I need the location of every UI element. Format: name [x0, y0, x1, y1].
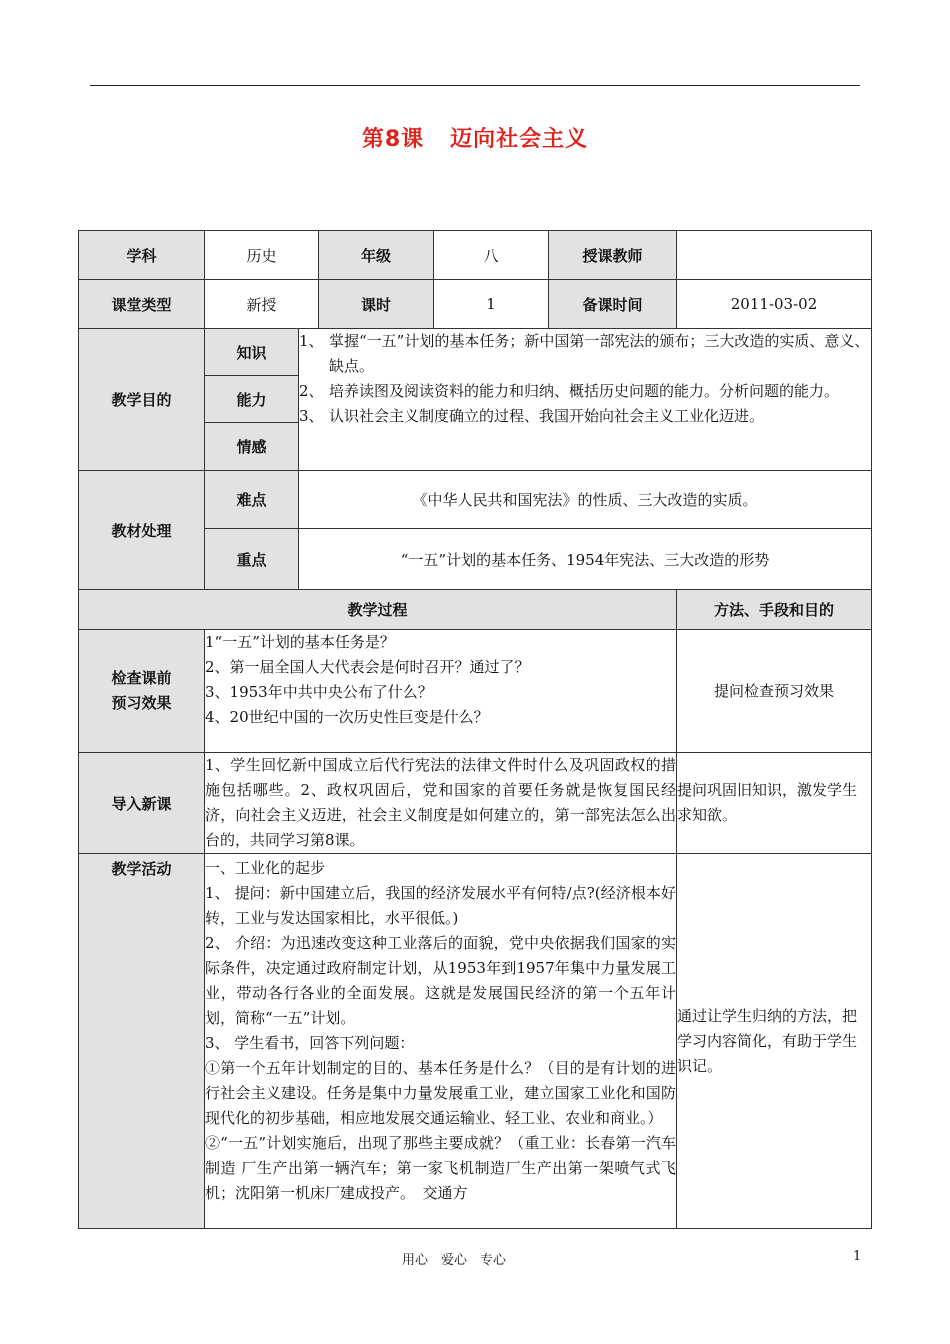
intro-label: 导入新课 — [79, 753, 205, 854]
grade-value: 八 — [434, 231, 549, 280]
activity-row — [79, 854, 872, 1229]
preview-question: 3、1953年中共中央公布了什么？ — [205, 683, 433, 701]
preview-question: 1“一五”计划的基本任务是？ — [205, 633, 395, 651]
objectives-content — [299, 329, 872, 471]
key-point-label: 重点 — [205, 529, 299, 590]
objective-knowledge-label: 知识 — [205, 329, 299, 376]
lesson-number: 第8课 — [361, 127, 425, 152]
activity-paragraph: 1、 提问：新中国建立后，我国的经济发展水平有何特/点?(经济根本好转，工业与发达国家相比，水平很低。) — [205, 884, 677, 927]
activity-method: 通过让学生归纳的方法，把学习内容简化，有助于学生识记。 — [677, 854, 872, 1229]
objective-emotion-label: 情感 — [205, 423, 299, 471]
difficult-point-text: 《中华人民共和国宪法》的性质、三大改造的实质。 — [299, 471, 872, 529]
activity-paragraph: 3、 学生看书，回答下列问题： — [205, 1034, 415, 1052]
activity-paragraph: ①第一个五年计划制定的目的、基本任务是什么？（目的是有计划的进行社会主义建设。任务是集中力量发展重工业，建立国家工业化和国防现代化的初步基础，相应地发展交通运输业、轻工业、农业和商业。） — [205, 1059, 677, 1127]
activity-content — [205, 854, 677, 1229]
header-rule — [90, 85, 860, 86]
footer-motto: 用心 爱心 专心 — [402, 1253, 507, 1268]
lesson-title — [0, 122, 950, 153]
activity-paragraph: ②“一五”计划实施后，出现了那些主要成就？（重工业：长春第一汽车制造 厂生产出第一辆汽车；第一家飞机制造厂生产出第一架喷气式飞机；沈阳第一机床厂建成投产。 交通方 — [205, 1134, 677, 1202]
objectives-label: 教学目的 — [79, 329, 205, 471]
activity-paragraph: 2、 介绍：为迅速改变这种工业落后的面貌，党中央依据我们国家的实际条件，决定通过政府制定计划，从1953年到1957年集中力量发展工业，带动各行各业的全面发展。这就是发展国民经济的第一个五年计划，简称“一五”计划。 — [205, 934, 677, 1027]
hours-value: 1 — [434, 280, 549, 329]
lesson-name: 迈向社会主义 — [450, 127, 589, 152]
preview-check-label: 检查课前 预习效果 — [79, 630, 205, 753]
class-type-value: 新授 — [205, 280, 319, 329]
preview-question: 2、第一届全国人大代表会是何时召开？通过了？ — [205, 658, 530, 676]
teacher-value — [677, 231, 872, 280]
key-point-text: “一五”计划的基本任务、1954年宪法、三大改造的形势 — [299, 529, 872, 590]
subject-label: 学科 — [79, 231, 205, 280]
activity-label: 教学活动 — [79, 854, 205, 1229]
prep-time-label: 备课时间 — [549, 280, 677, 329]
objective-ability-label: 能力 — [205, 376, 299, 423]
intro-row — [79, 753, 872, 854]
intro-method: 提问巩固旧知识，激发学生求知欲。 — [677, 753, 872, 854]
preview-row — [79, 630, 872, 753]
info-row-2 — [79, 280, 872, 329]
objective-item: 3、 认识社会主义制度确立的过程、我国开始向社会主义工业化迈进。 — [299, 407, 765, 425]
preview-questions — [205, 630, 677, 753]
info-row-1 — [79, 231, 872, 280]
process-header-row — [79, 590, 872, 630]
materials-row-1 — [79, 471, 872, 529]
activity-paragraph: 一、工业化的起步 — [205, 859, 326, 877]
grade-label: 年级 — [319, 231, 434, 280]
class-type-label: 课堂类型 — [79, 280, 205, 329]
objective-item: 2、 培养读图及阅读资料的能力和归纳、概括历史问题的能力。分析问题的能力。 — [299, 382, 840, 400]
hours-label: 课时 — [319, 280, 434, 329]
teacher-label: 授课教师 — [549, 231, 677, 280]
lesson-plan-table — [78, 230, 872, 1229]
subject-value: 历史 — [205, 231, 319, 280]
preview-question: 4、20世纪中国的一次历史性巨变是什么？ — [205, 708, 489, 726]
method-header: 方法、手段和目的 — [677, 590, 872, 630]
page-number: 1 — [853, 1249, 862, 1264]
preview-method: 提问检查预习效果 — [677, 630, 872, 753]
intro-text: 1、学生回忆新中国成立后代行宪法的法律文件时什么及巩固政权的措施包括哪些。2、政权巩固后，党和国家的首要任务就是恢复国民经济，向社会主义迈进，社会主义制度是如何建立的，第一部宪法怎么出台的，共同学习第8课。 — [205, 753, 677, 854]
prep-time-value: 2011-03-02 — [677, 280, 872, 329]
objective-item: 1、 掌握“一五”计划的基本任务；新中国第一部宪法的颁布；三大改造的实质、意义、缺点。 — [299, 332, 870, 375]
difficult-point-label: 难点 — [205, 471, 299, 529]
objectives-row-1 — [79, 329, 872, 376]
teaching-process-header: 教学过程 — [79, 590, 677, 630]
materials-label: 教材处理 — [79, 471, 205, 590]
